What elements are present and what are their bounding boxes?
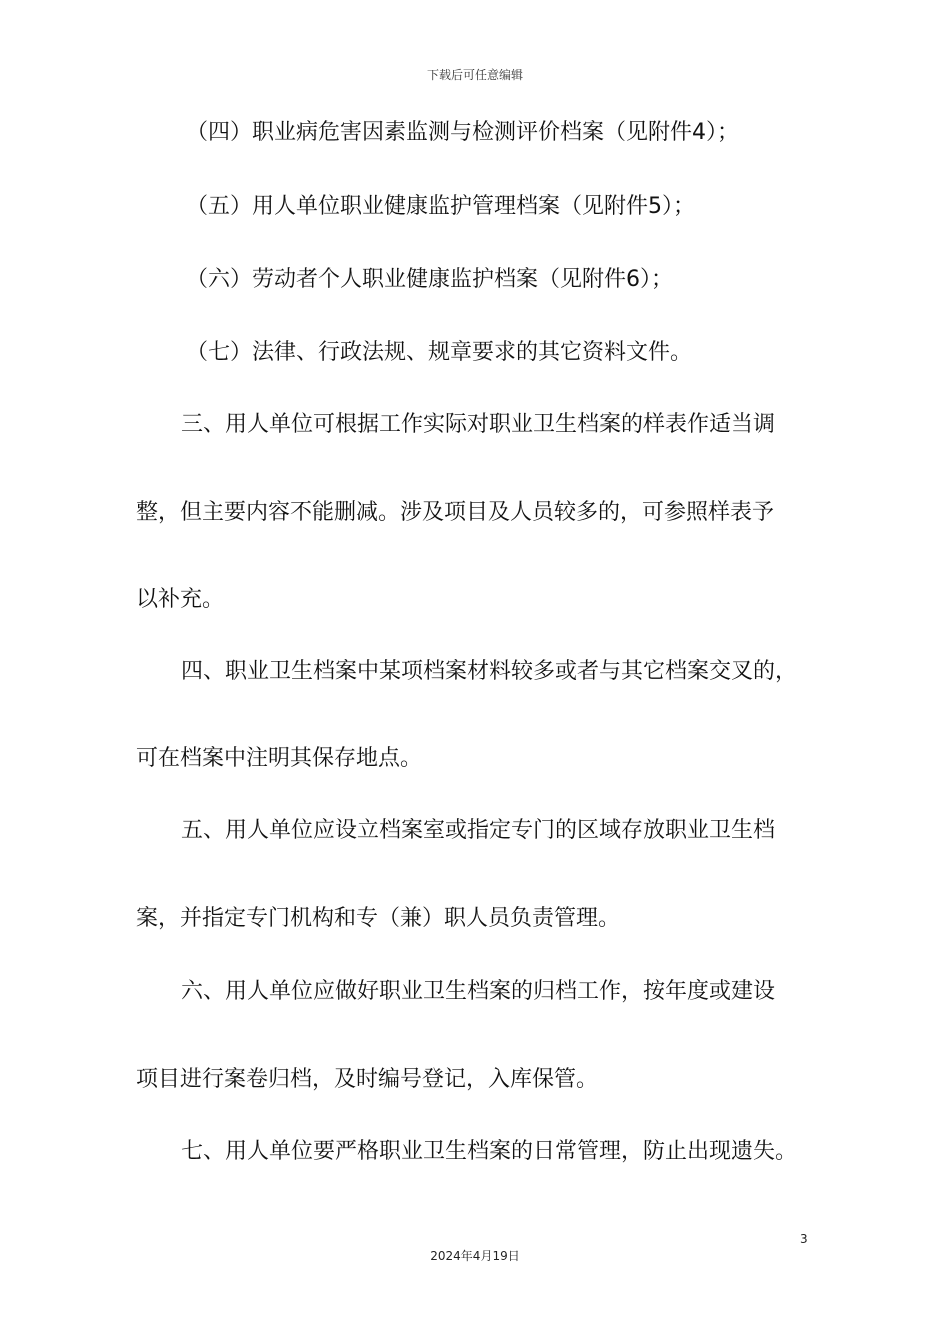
paragraph-five-line-1: 五、用人单位应设立档案室或指定专门的区域存放职业卫生档 <box>181 818 776 843</box>
footer-date: 2024年4月19日 <box>430 1249 520 1263</box>
paragraph-six-line-2: 项目进行案卷归档，及时编号登记，入库保管。 <box>136 1067 599 1092</box>
paragraph-three-line-1: 三、用人单位可根据工作实际对职业卫生档案的样表作适当调 <box>181 412 776 437</box>
page-header: 下载后可任意编辑 <box>426 68 523 82</box>
paragraph-six-line-1: 六、用人单位应做好职业卫生档案的归档工作，按年度或建设 <box>181 979 776 1004</box>
item-six: （六）劳动者个人职业健康监护档案（见附件6）； <box>186 267 673 292</box>
paragraph-three-line-2: 整，但主要内容不能删减。涉及项目及人员较多的，可参照样表予 <box>136 500 775 525</box>
paragraph-four-line-1: 四、职业卫生档案中某项档案材料较多或者与其它档案交叉的， <box>181 659 798 684</box>
paragraph-three-line-3: 以补充。 <box>136 587 225 612</box>
item-seven: （七）法律、行政法规、规章要求的其它资料文件。 <box>186 340 693 365</box>
item-four: （四）职业病危害因素监测与检测评价档案（见附件4）； <box>186 120 739 145</box>
page-number: 3 <box>800 1232 808 1246</box>
paragraph-five-line-2: 案，并指定专门机构和专（兼）职人员负责管理。 <box>136 906 621 931</box>
item-five: （五）用人单位职业健康监护管理档案（见附件5）； <box>186 194 695 219</box>
paragraph-seven-line-1: 七、用人单位要严格职业卫生档案的日常管理，防止出现遗失。 <box>181 1139 798 1164</box>
paragraph-four-line-2: 可在档案中注明其保存地点。 <box>136 746 423 771</box>
